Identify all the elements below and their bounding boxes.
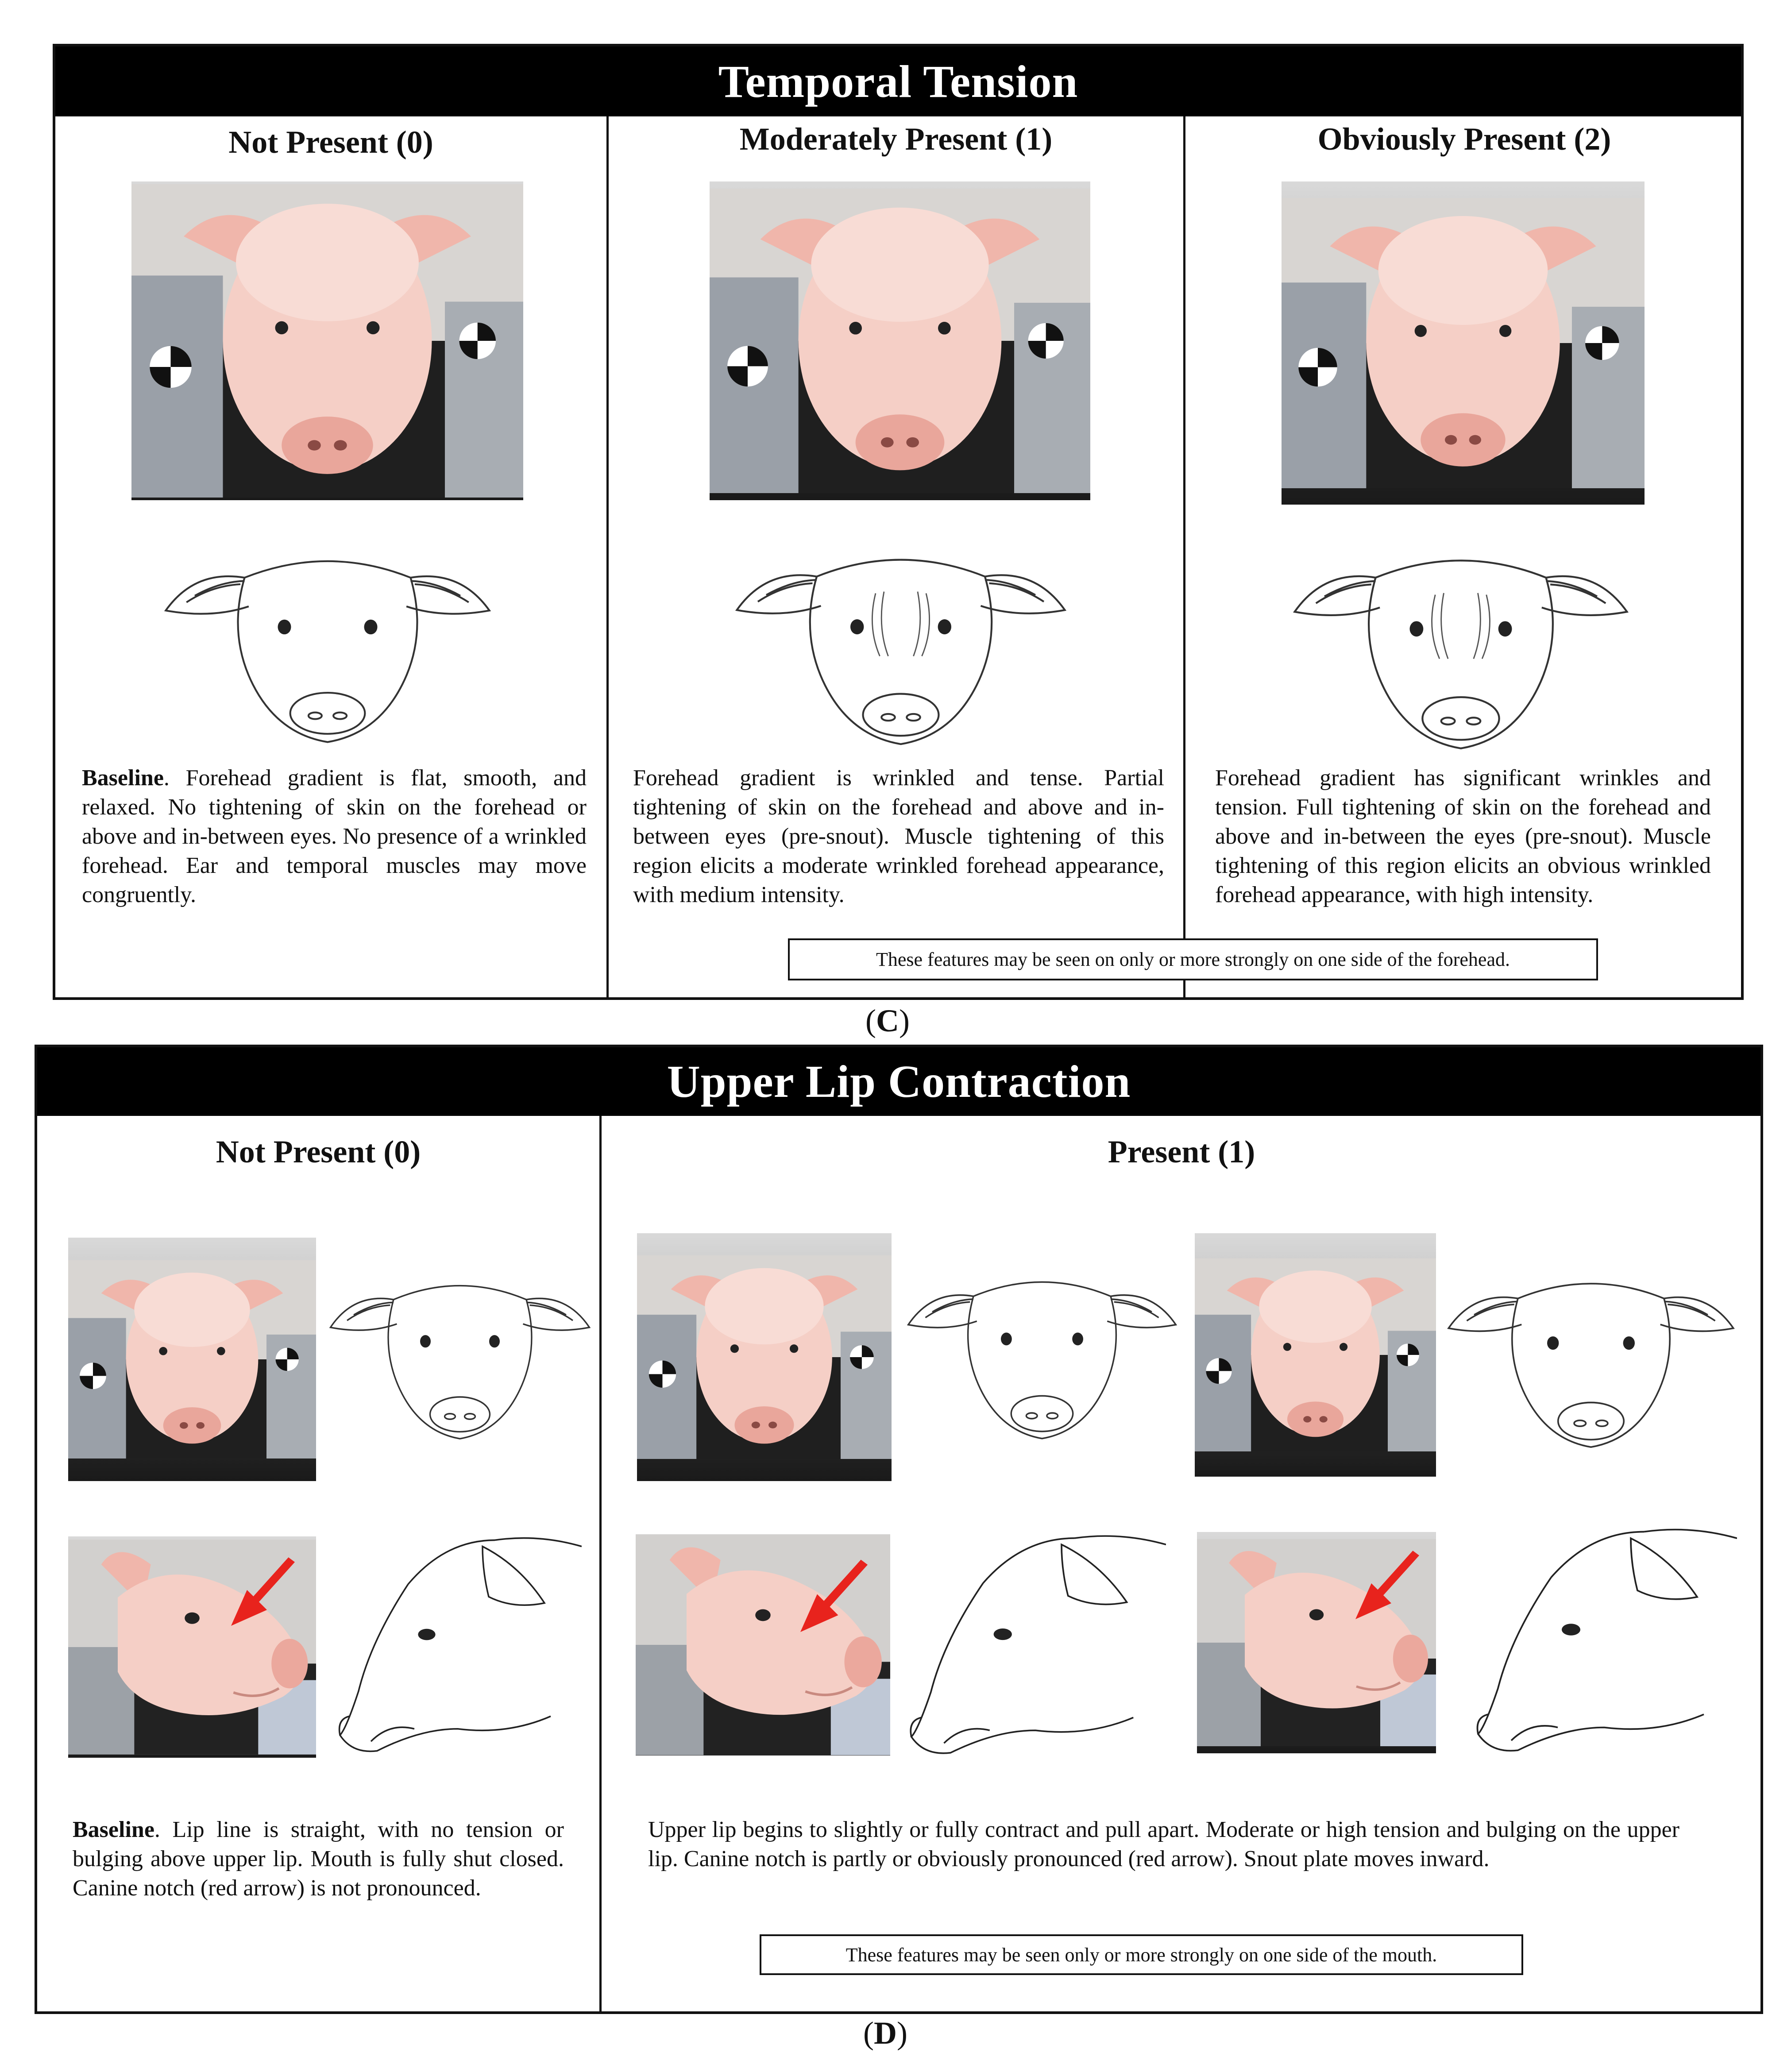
- caption-letter: C: [876, 1003, 899, 1038]
- pig-photo-front: [637, 1233, 892, 1481]
- column-description: [1215, 764, 1711, 910]
- figure-caption: (D): [863, 2015, 907, 2051]
- red-arrow-icon: [223, 1554, 303, 1634]
- column-description: [633, 764, 1164, 910]
- pig-photo: [131, 181, 523, 500]
- panel-title: Upper Lip Contraction: [37, 1047, 1760, 1116]
- column-divider: [599, 1116, 602, 2014]
- pig-face-sketch: [327, 1251, 593, 1446]
- description-text: Forehead gradient has significant wrinkles and tension. Full tightening of skin on the forehead and above and in-between the eyes (pre-snout). Muscle tightening of this region elicits an obvious wrinkled forehead appearance, with high intensity.: [1215, 765, 1711, 907]
- pig-face-sketch: [1290, 518, 1631, 757]
- pig-photo: [710, 181, 1090, 500]
- panel-title: Temporal Tension: [55, 46, 1741, 116]
- description-text: Upper lip begins to slightly or fully contract and pull apart. Moderate or high tension and bulging on the upper lip. Canine notch is partly or obviously pronounced (red arrow). Snout plate moves inward.: [648, 1817, 1679, 1871]
- description-text: . Lip line is straight, with no tension or bulging above upper lip. Mouth is fully shut closed. Canine notch (red arrow) is not pronounced.: [73, 1817, 564, 1901]
- pig-face-sketch: [733, 518, 1069, 752]
- caption-letter: D: [874, 2015, 897, 2051]
- note-box: These features may be seen on only or more strongly on one side of the forehead.: [788, 938, 1598, 980]
- column-heading: Present (1): [1108, 1134, 1255, 1169]
- description-text: Forehead gradient is wrinkled and tense. Partial tightening of skin on the forehead and above and in-between eyes (pre-snout). Muscle tightening of this region elicits a moderate wrinkled forehead appearance, with medium intensity.: [633, 765, 1164, 907]
- pig-face-sketch: [162, 520, 494, 750]
- panel-temporal-tension: [53, 44, 1744, 1000]
- pig-photo-front: [1195, 1233, 1436, 1477]
- pig-side-sketch: [905, 1525, 1166, 1769]
- pig-photo: [1282, 181, 1645, 505]
- column-description: [82, 764, 587, 910]
- pig-side-sketch: [1471, 1519, 1737, 1767]
- panel-upper-lip-contraction: [35, 1045, 1763, 2014]
- figure-caption: (C): [865, 1003, 910, 1038]
- column-description: [648, 1815, 1679, 1874]
- column-heading: Moderately Present (1): [739, 121, 1053, 157]
- column-description: [73, 1815, 564, 1903]
- column-heading: Not Present (0): [228, 124, 433, 160]
- column-divider: [1183, 116, 1185, 1000]
- column-heading: Not Present (0): [216, 1134, 421, 1169]
- red-arrow-icon: [1347, 1547, 1427, 1627]
- note-box: These features may be seen only or more strongly on one side of the mouth.: [760, 1934, 1523, 1975]
- pig-face-sketch: [905, 1246, 1179, 1446]
- column-heading: Obviously Present (2): [1317, 121, 1611, 157]
- pig-photo-front: [68, 1238, 316, 1481]
- pig-side-sketch: [334, 1528, 582, 1767]
- column-divider: [606, 116, 609, 1000]
- red-arrow-icon: [792, 1556, 876, 1640]
- description-text: . Forehead gradient is flat, smooth, and relaxed. No tightening of skin on the forehead or above and in-between eyes. No presence of a wrinkled forehead. Ear and temporal muscles may move congruently.: [82, 765, 587, 907]
- description-lead: Baseline: [82, 765, 164, 791]
- description-lead: Baseline: [73, 1817, 154, 1842]
- pig-face-sketch: [1445, 1246, 1737, 1455]
